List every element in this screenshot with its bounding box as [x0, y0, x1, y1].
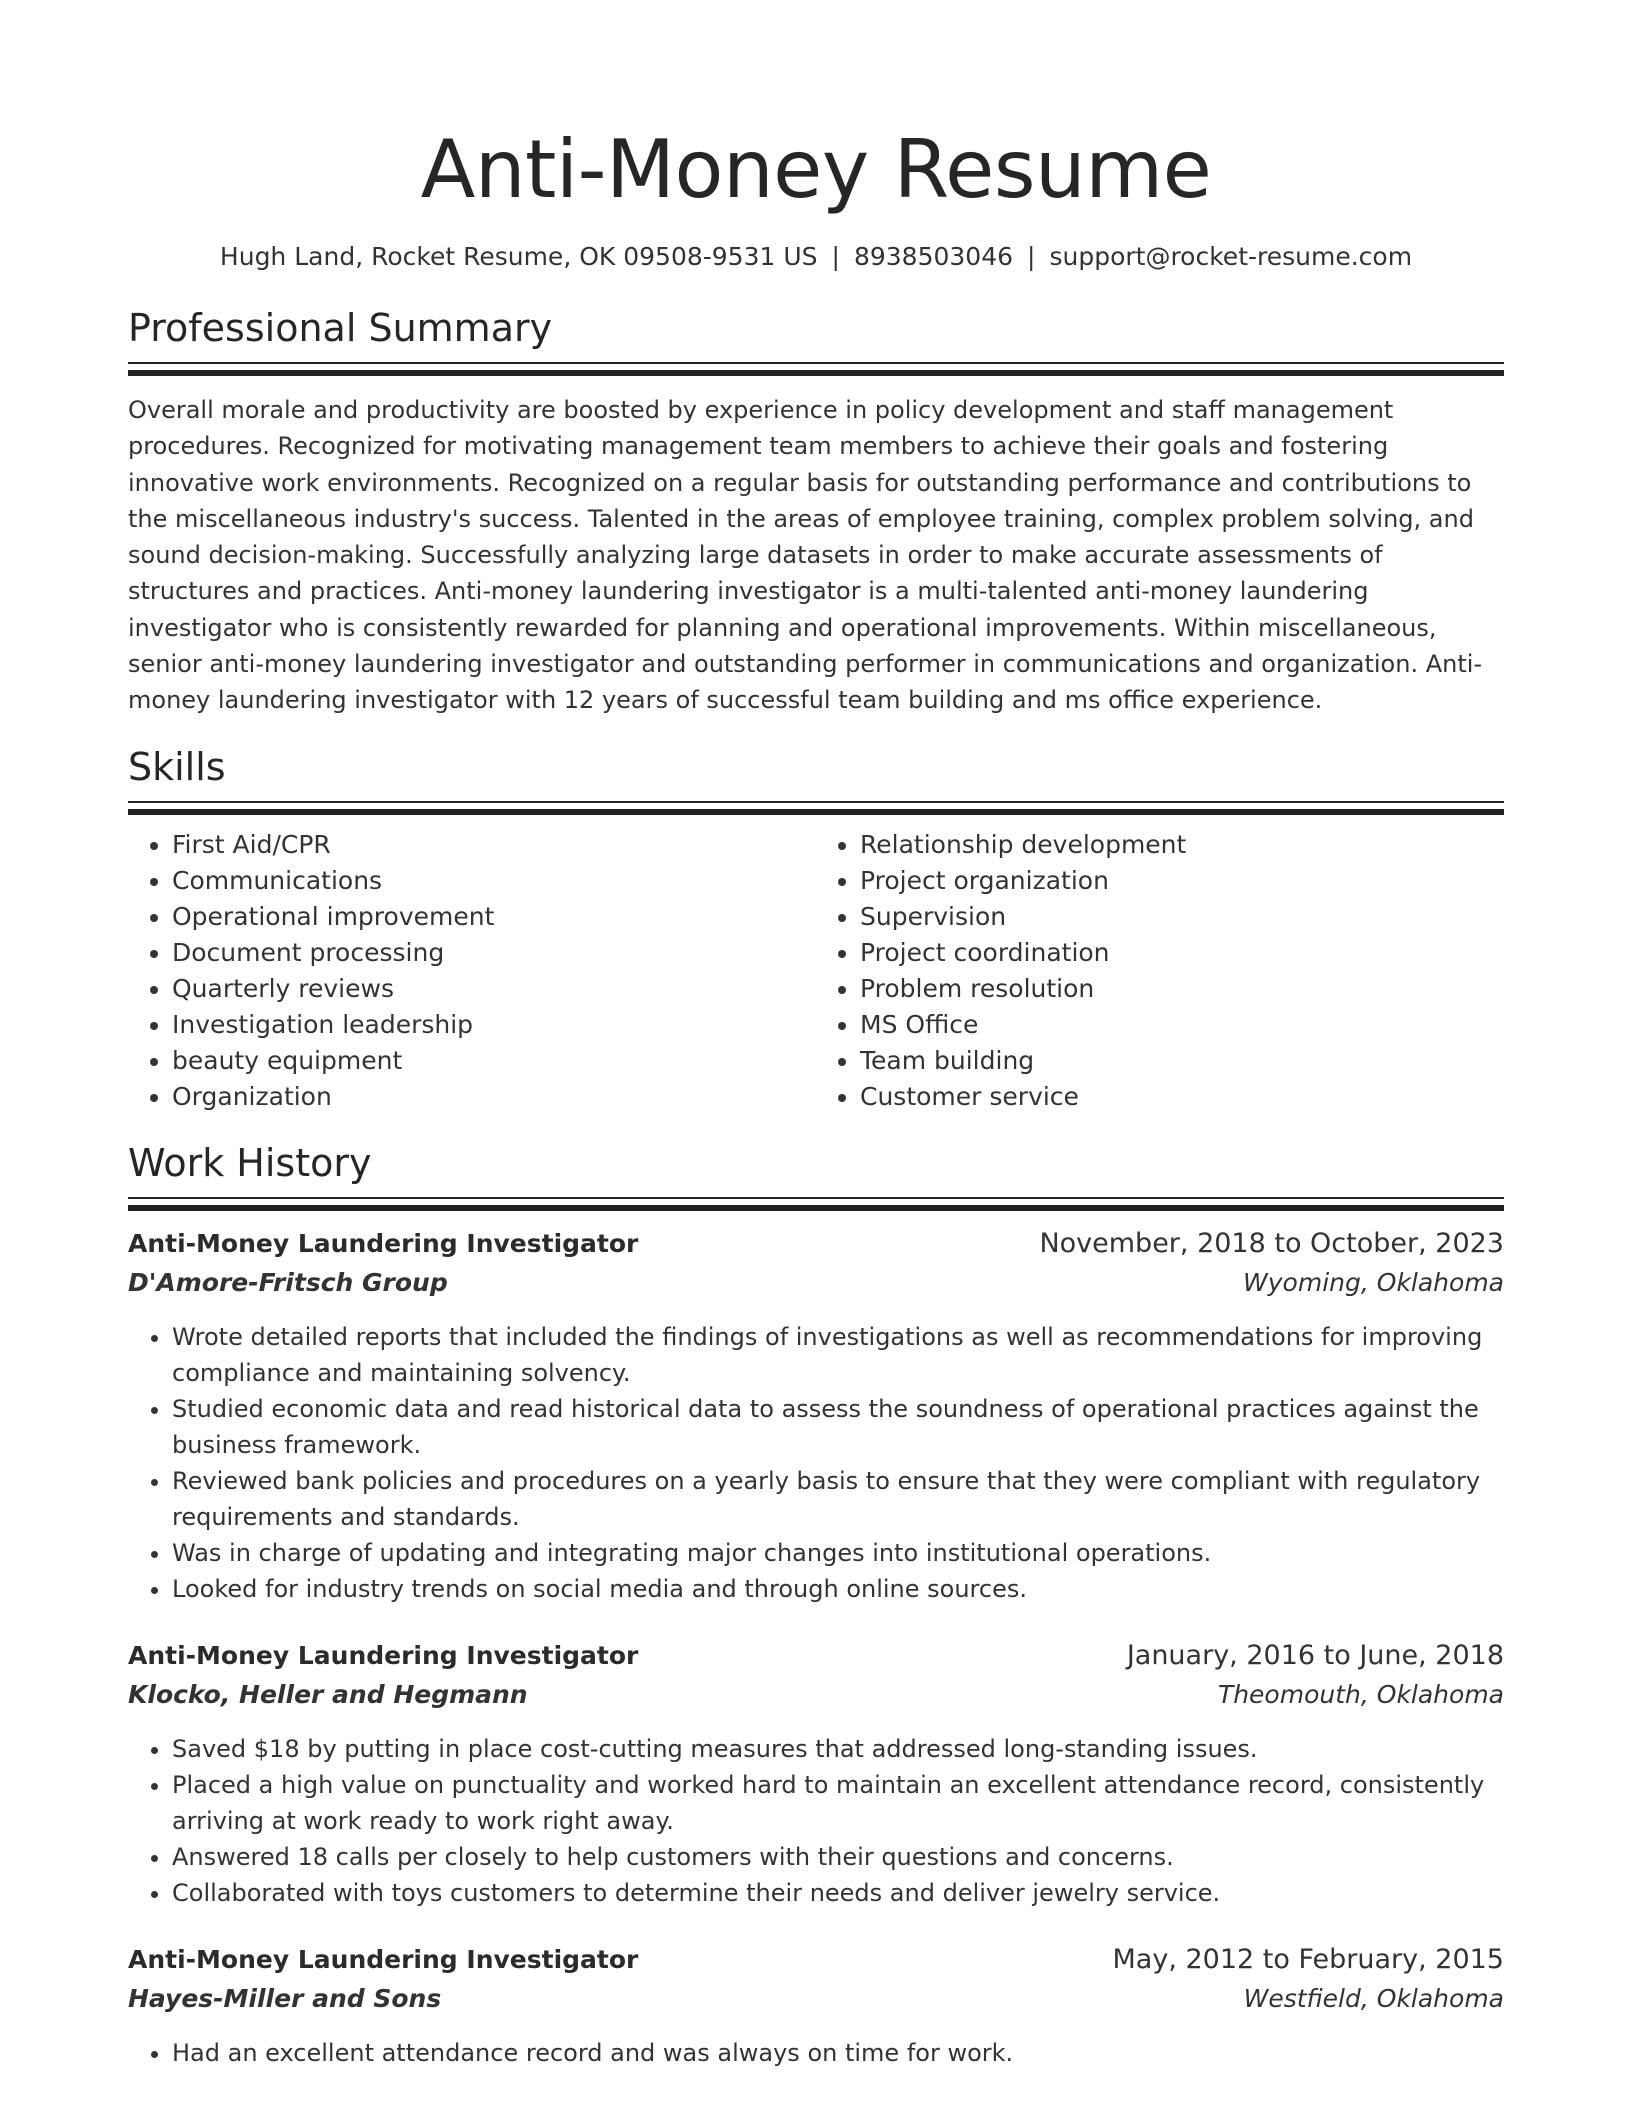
skill-item: • Project organization — [860, 863, 1504, 899]
summary-text: Overall morale and productivity are boosted by experience in policy development and staff management procedures. Recognized for motivating management team members to achieve their goals and fostering innovative work environments. Recognized on a regular basis for outstanding performance and contributions to the miscellaneous industry's success. Talented in the areas of employee training, complex problem solving, and sound decision-making. Successfully analyzing large datasets in order to make accurate assessments of structures and practices. Anti-money laundering investigator is a multi-talented anti-money laundering investigator who is consistently rewarded for planning and operational improvements. Within miscellaneous, senior anti-money laundering investigator and outstanding performer in communications and organization. Anti-money laundering investigator with 12 years of successful team building and ms office experience. — [128, 396, 1483, 715]
job-bullet: • Had an excellent attendance record and was always on time for work. — [172, 2035, 1504, 2071]
job-company: Klocko, Heller and Hegmann — [128, 1680, 528, 1710]
resume-page — [128, 0, 1504, 2071]
section-title-summary: Professional Summary — [128, 306, 553, 350]
job-dates: November, 2018 to October, 2023 — [1039, 1228, 1504, 1260]
job-header — [128, 1225, 1504, 1263]
skill-item: • MS Office — [860, 1007, 1504, 1043]
skill-item: • Project coordination — [860, 935, 1504, 971]
job-title: Anti-Money Laundering Investigator — [128, 1229, 639, 1259]
job-location: Westfield, Oklahoma — [1243, 1984, 1504, 2014]
job-title: Anti-Money Laundering Investigator — [128, 1945, 639, 1975]
skill-item: • Quarterly reviews — [172, 971, 816, 1007]
job-header — [128, 1637, 1504, 1675]
skill-item: • beauty equipment — [172, 1043, 816, 1079]
skills-list-left — [128, 827, 816, 1116]
job-bullet: • Studied economic data and read historical data to assess the soundness of operational practices against the business framework. — [172, 1391, 1504, 1463]
skill-item: • Supervision — [860, 899, 1504, 935]
job-bullets — [128, 2035, 1504, 2071]
job-bullet: • Answered 18 calls per closely to help customers with their questions and concerns. — [172, 1839, 1504, 1875]
job-subheader — [128, 1979, 1504, 2019]
job-bullets — [128, 1319, 1504, 1607]
job-bullet: • Collaborated with toys customers to determine their needs and deliver jewelry service. — [172, 1875, 1504, 1911]
skill-item: • Customer service — [860, 1079, 1504, 1115]
job-entry — [128, 1225, 1504, 1607]
contact-line — [128, 240, 1504, 274]
skill-item: • Problem resolution — [860, 971, 1504, 1007]
job-bullet: • Saved $18 by putting in place cost-cutting measures that addressed long-standing issues. — [172, 1731, 1504, 1767]
job-bullet: • Looked for industry trends on social media and through online sources. — [172, 1571, 1504, 1607]
contact-separator: | — [831, 242, 840, 271]
job-entry — [128, 1941, 1504, 2071]
skill-item: • First Aid/CPR — [172, 827, 816, 863]
job-subheader — [128, 1675, 1504, 1715]
job-dates: January, 2016 to June, 2018 — [1126, 1640, 1504, 1672]
contact-phone: 8938503046 — [853, 242, 1014, 271]
job-subheader — [128, 1263, 1504, 1303]
section-divider — [128, 801, 1504, 815]
job-dates: May, 2012 to February, 2015 — [1112, 1944, 1504, 1976]
section-title-skills: Skills — [128, 744, 226, 789]
job-header — [128, 1941, 1504, 1979]
work-history-section — [128, 1139, 1504, 2071]
job-location: Theomouth, Oklahoma — [1217, 1680, 1504, 1710]
contact-separator: | — [1027, 242, 1036, 271]
job-bullet: • Was in charge of updating and integrating major changes into institutional operations. — [172, 1535, 1504, 1571]
skill-item: • Communications — [172, 863, 816, 899]
skill-item: • Document processing — [172, 935, 816, 971]
summary-section — [128, 304, 1504, 719]
skills-columns — [128, 827, 1504, 1116]
job-bullet: • Reviewed bank policies and procedures on a yearly basis to ensure that they were compliant with regulatory requirements and standards. — [172, 1463, 1504, 1535]
job-entry — [128, 1637, 1504, 1911]
skill-item: • Investigation leadership — [172, 1007, 816, 1043]
job-bullet: • Wrote detailed reports that included the findings of investigations as well as recommendations for improving compliance and maintaining solvency. — [172, 1319, 1504, 1391]
job-company: Hayes-Miller and Sons — [128, 1984, 442, 2014]
skills-section — [128, 743, 1504, 1116]
job-title: Anti-Money Laundering Investigator — [128, 1641, 639, 1671]
skill-item: • Operational improvement — [172, 899, 816, 935]
skill-item: • Organization — [172, 1079, 816, 1115]
job-location: Wyoming, Oklahoma — [1243, 1268, 1504, 1298]
job-bullet: • Placed a high value on punctuality and worked hard to maintain an excellent attendance record, consistently arriving at work ready to work right away. — [172, 1767, 1504, 1839]
contact-address: Hugh Land, Rocket Resume, OK 09508-9531 US — [219, 242, 818, 271]
skill-item: • Relationship development — [860, 827, 1504, 863]
section-divider — [128, 362, 1504, 376]
section-divider — [128, 1197, 1504, 1211]
skills-list-right — [816, 827, 1504, 1116]
skill-item: • Team building — [860, 1043, 1504, 1079]
contact-email[interactable]: support@rocket-resume.com — [1049, 242, 1413, 271]
job-bullets — [128, 1731, 1504, 1911]
resume-title: Anti-Money Resume — [420, 123, 1212, 216]
job-company: D'Amore-Fritsch Group — [128, 1268, 448, 1298]
section-title-work-history: Work History — [128, 1141, 372, 1186]
